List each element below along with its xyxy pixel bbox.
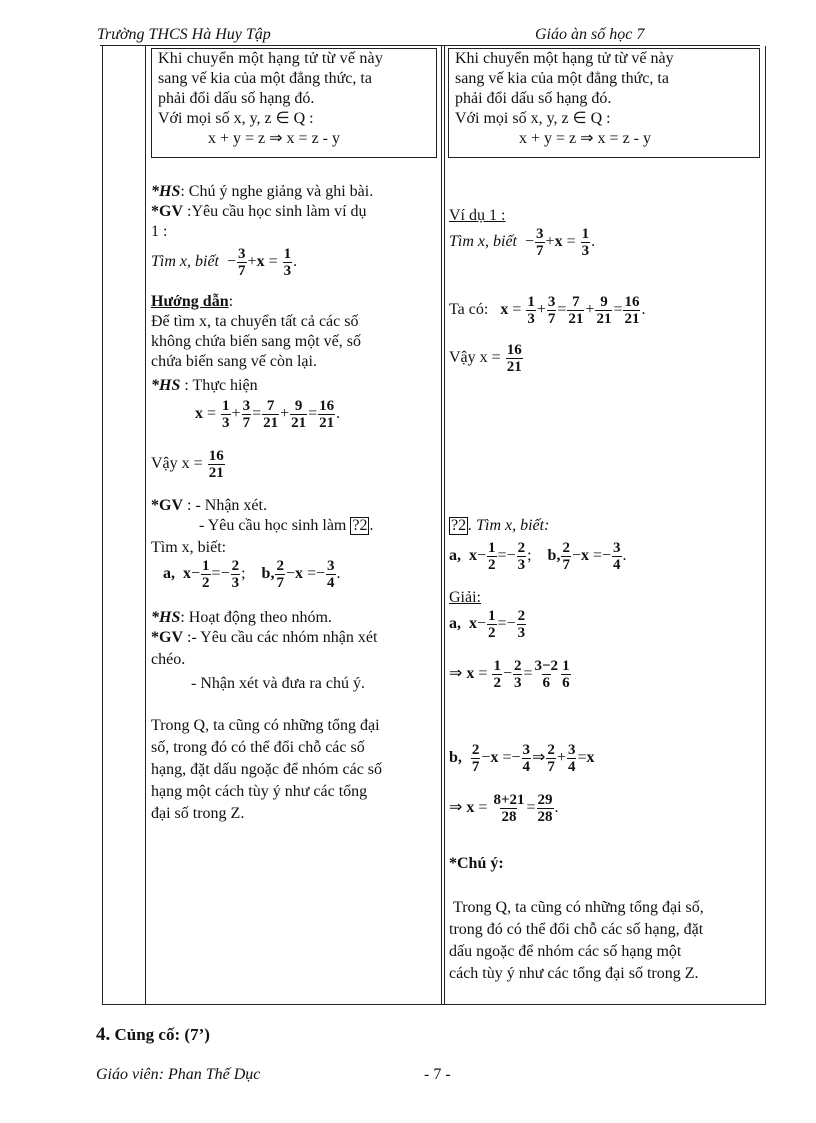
guide-title: Hướng dẫn: <box>151 293 234 310</box>
solution-equation: Ta có: x = $\frac{1}{3}$ + $\frac{3}{7}$ = $\frac{7}{21}$ + $\frac{9}{21}$ = $\frac{16}{21}$ . <box>449 294 646 327</box>
note-line: Trong Q, ta cũng có những tổng đại <box>151 717 380 734</box>
rule-line: sang vế kia của một đẳng thức, ta <box>455 70 669 87</box>
note-line: cách tùy ý như các tổng đại số trong Z. <box>449 965 699 982</box>
rule-formula: x + y = z ⇒ x = z - y <box>519 130 652 147</box>
gv-comment: *GV : - Nhận xét. <box>151 497 267 514</box>
column-divider <box>441 46 442 1004</box>
q2-equations: a, x− $\frac{1}{2}$ =− $\frac{2}{3}$ ; b, $\frac{2}{7}$ −x =− $\frac{3}{4}$ . <box>163 558 341 591</box>
page-number: - 7 - <box>424 1066 451 1083</box>
q2-box: ?2 <box>352 517 368 534</box>
subject-title: Giáo àn số học 7 <box>535 26 645 43</box>
rule-formula: x + y = z ⇒ x = z - y <box>208 130 341 147</box>
note-line: đại số trong Z. <box>151 805 245 822</box>
rule-line: phải đổi dấu số hạng đó. <box>158 90 315 107</box>
example-title: Ví dụ 1 : <box>449 207 506 224</box>
note-line: hạng một cách tùy ý như các tổng <box>151 783 368 800</box>
gv-request: *GV :Yêu cầu học sinh làm ví dụ <box>151 203 367 220</box>
gv-request-cont: 1 : <box>151 223 168 240</box>
answer-line: Vậy x = $\frac{16}{21}$ <box>449 342 522 375</box>
note-line: trong đó có thể đổi chỗ các số hạng, đặt <box>449 921 704 938</box>
guide-line: chứa biến sang vế còn lại. <box>151 353 317 370</box>
gv-note: - Nhận xét và đưa ra chú ý. <box>191 675 365 692</box>
part-a-solution: ⇒ x = $\frac{1}{2}$ − $\frac{2}{3}$ = $\frac{3-2}{6}$ $\frac{1}{6}$ <box>449 658 570 691</box>
rule-line: Khi chuyển một hạng tử từ vế này <box>455 50 674 67</box>
note-line: dấu ngoặc để nhóm các số hạng một <box>449 943 682 960</box>
hs-perform: *HS : Thực hiện <box>151 377 258 394</box>
solution-label: Giải: <box>449 589 481 606</box>
guide-line: Để tìm x, ta chuyển tất cả các số <box>151 313 359 330</box>
hs-group: *HS: Hoạt động theo nhóm. <box>151 609 332 626</box>
rule-box-left <box>151 48 437 158</box>
rule-line: Với mọi số x, y, z ∈ Q : <box>455 110 611 127</box>
section-heading: 4. Củng cố: (7’) <box>96 1024 210 1045</box>
note-line: số, trong đó có thể đổi chỗ các số <box>151 739 365 756</box>
part-b-solution: ⇒ x = $\frac{8+21}{28}$ = $\frac{29}{28}$ . <box>449 792 559 825</box>
gv-request-q2: - Yêu cầu học sinh làm ?2 . <box>199 517 374 534</box>
rule-line: Với mọi số x, y, z ∈ Q : <box>158 110 314 127</box>
rule-line: Khi chuyển một hạng tử từ vế này <box>158 50 384 67</box>
example-equation: Tìm x, biết − $\frac{3}{7}$ +x = $\frac{1}{3}$ . <box>151 246 298 279</box>
rule-line: sang vế kia của một đẳng thức, ta <box>158 70 372 87</box>
part-b-eq: b, $\frac{2}{7}$ −x =− $\frac{3}{4}$ ⇒ $\frac{2}{7}$ + $\frac{3}{4}$ =x <box>449 742 595 775</box>
rule-box-right <box>448 48 760 158</box>
answer-line: Vậy x = $\frac{16}{21}$ <box>151 448 224 481</box>
note-line: hạng, đặt dấu ngoặc để nhóm các số <box>151 761 383 778</box>
part-a-eq: a, x− $\frac{1}{2}$ =− $\frac{2}{3}$ <box>449 608 526 641</box>
lesson-table <box>102 46 766 1005</box>
footer-teacher: Giáo viên: Phan Thế Dục <box>96 1066 261 1083</box>
note-title: *Chú ý: <box>449 855 504 872</box>
example-equation: Tìm x, biết − $\frac{3}{7}$ +x = $\frac{1}{3}$ . <box>449 226 596 259</box>
column-divider <box>145 46 146 1004</box>
find-x-label: Tìm x, biết: <box>151 539 227 556</box>
note-line: Trong Q, ta cũng có những tổng đại số, <box>453 899 704 916</box>
q2-prompt: ?2 . Tìm x, biết: <box>451 517 550 534</box>
hs-note: *HS: Chú ý nghe giảng và ghi bài. <box>151 183 374 200</box>
solution-equation: x = $\frac{1}{3}$ + $\frac{3}{7}$ = $\frac{7}{21}$ + $\frac{9}{21}$ = $\frac{16}{21}$ . <box>195 398 341 431</box>
column-divider <box>444 46 445 1004</box>
gv-groups-cont: chéo. <box>151 651 186 668</box>
school-name: Trường THCS Hà Huy Tập <box>97 26 271 43</box>
guide-line: không chứa biến sang một vế, số <box>151 333 361 350</box>
gv-groups: *GV :- Yêu cầu các nhóm nhận xét <box>151 629 378 646</box>
rule-line: phải đổi dấu số hạng đó. <box>455 90 612 107</box>
q2-box: ?2 <box>451 517 467 534</box>
q2-equations: a, x− $\frac{1}{2}$ =− $\frac{2}{3}$ ; b, $\frac{2}{7}$ −x =− $\frac{3}{4}$ . <box>449 540 627 573</box>
